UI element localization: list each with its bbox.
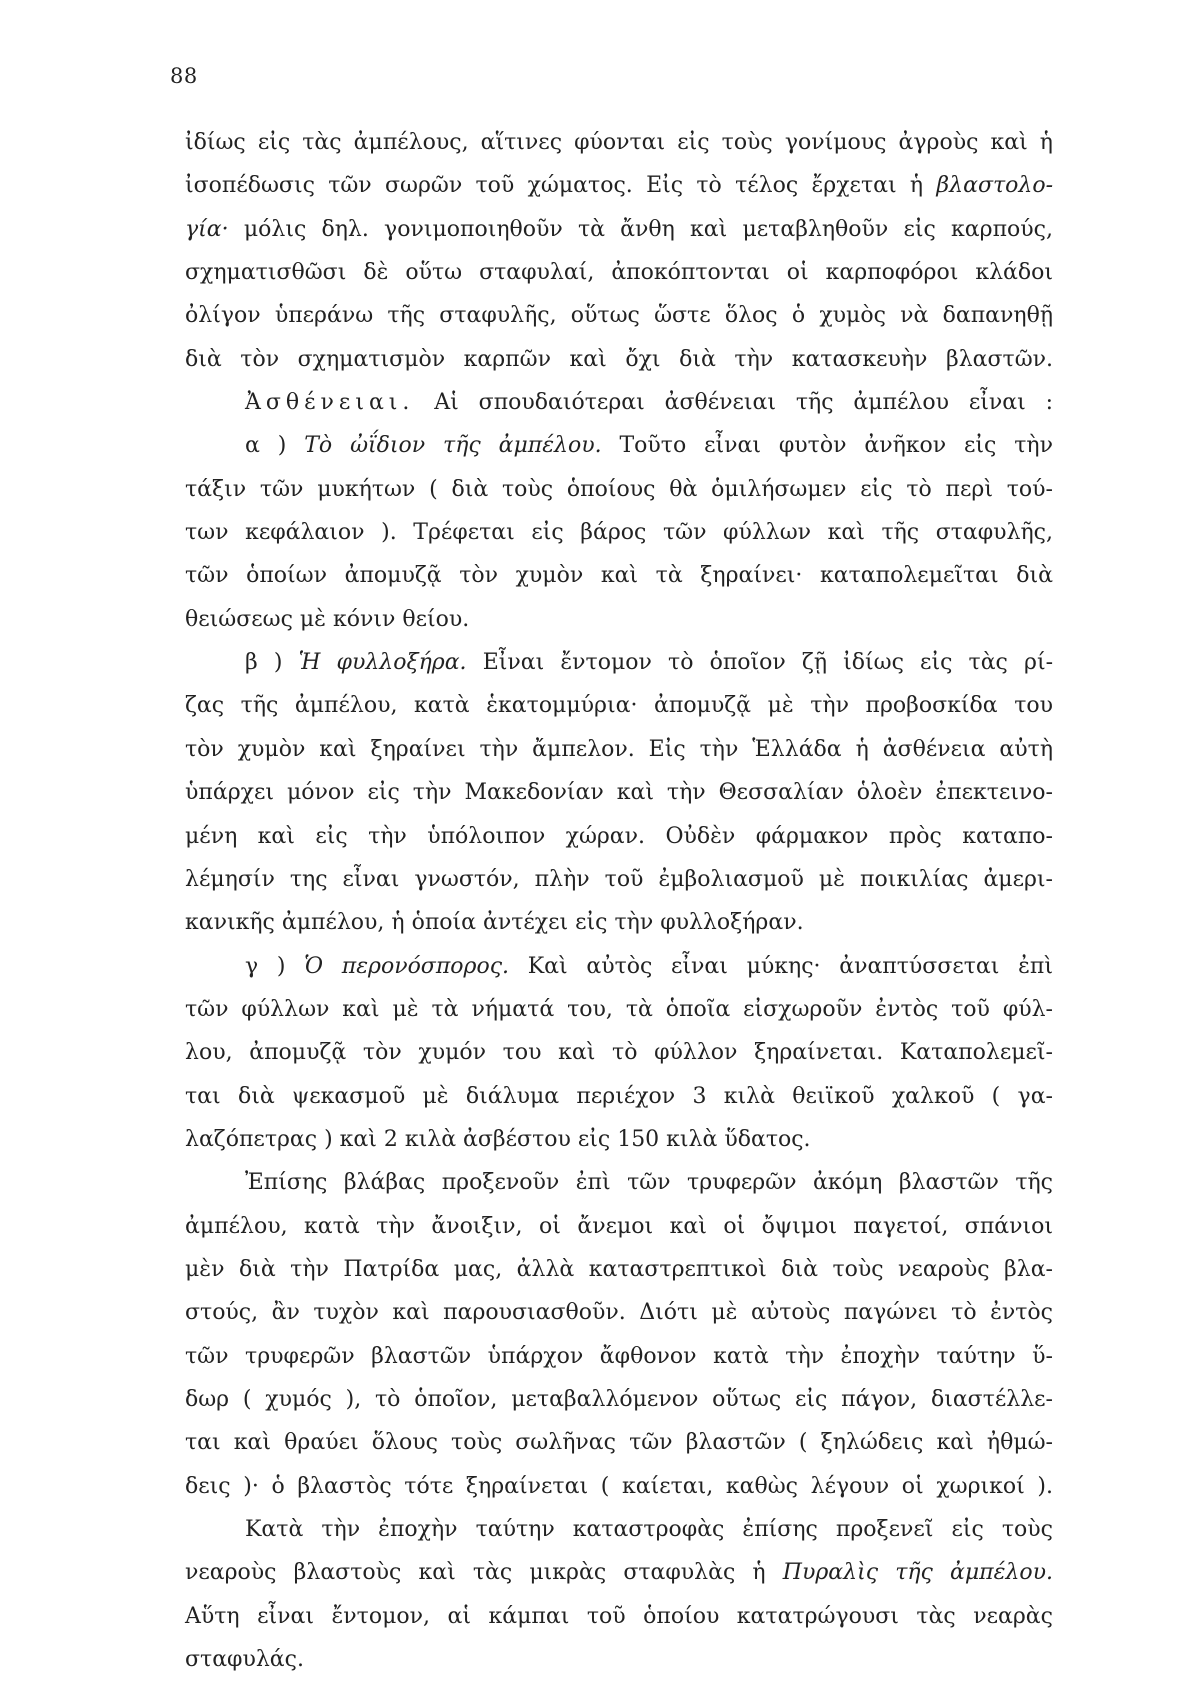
text-line: ἰσοπέδωσις τῶν σωρῶν τοῦ χώματος. Εἰς τὸ τέλος ἔρχεται ἡ βλαστολο- xyxy=(185,173,1053,199)
text-line: τῶν ὁποίων ἀπομυζᾷ τὸν χυμὸν καὶ τὰ ξηραίνει· καταπολεμεῖται διὰ xyxy=(185,563,1053,589)
text-line: στούς, ἂν τυχὸν καὶ παρουσιασθοῦν. Διότι μὲ αὐτοὺς παγώνει τὸ ἐντὸς xyxy=(185,1300,1053,1326)
text-line: μένη καὶ εἰς τὴν ὑπόλοιπον χώραν. Οὐδὲν φάρμακον πρὸς καταπο- xyxy=(185,823,1053,849)
text-line: δωρ ( χυμός ), τὸ ὁποῖον, μεταβαλλόμενον οὕτως εἰς πάγον, διαστέλλε- xyxy=(185,1386,1053,1412)
text-line: δεις )· ὁ βλαστὸς τότε ξηραίνεται ( καίεται, καθὼς λέγουν οἱ χωρικοί ). xyxy=(185,1473,1053,1499)
page-body xyxy=(185,121,1053,1681)
text-line: ται διὰ ψεκασμοῦ μὲ διάλυμα περιέχον 3 κιλὰ θειϊκοῦ χαλκοῦ ( γα- xyxy=(185,1083,1053,1109)
text-line: διὰ τὸν σχηματισμὸν καρπῶν καὶ ὄχι διὰ τὴν κατασκευὴν βλαστῶν. xyxy=(185,346,1053,372)
paragraph-start: Ἐπίσης βλάβας προξενοῦν ἐπὶ τῶν τρυφερῶν ἀκόμη βλαστῶν τῆς xyxy=(245,1170,1053,1196)
text-line: νεαροὺς βλαστοὺς καὶ τὰς μικρὰς σταφυλὰς ἡ Πυραλὶς τῆς ἀμπέλου. xyxy=(185,1560,1054,1586)
italic-term: Τὸ ὠΐδιον τῆς ἀμπέλου. xyxy=(304,433,602,459)
list-label: α ) xyxy=(245,433,287,459)
text-line: λαζόπετρας ) καὶ 2 κιλὰ ἀσβέστου εἰς 150 κιλὰ ὕδατος. xyxy=(185,1126,811,1152)
text-line: σχηματισθῶσι δὲ οὕτω σταφυλαί, ἀποκόπτονται οἱ καρποφόροι κλάδοι xyxy=(185,260,1053,286)
text-line: τῶν φύλλων καὶ μὲ τὰ νήματά του, τὰ ὁποῖα εἰσχωροῦν ἐντὸς τοῦ φύλ- xyxy=(185,996,1053,1022)
list-item-alpha: α ) Τὸ ὠΐδιον τῆς ἀμπέλου. Τοῦτο εἶναι φυτὸν ἀνῆκον εἰς τὴν xyxy=(245,433,1053,459)
text-line: ἰδίως εἰς τὰς ἀμπέλους, αἵτινες φύονται εἰς τοὺς γονίμους ἀγροὺς καὶ ἡ xyxy=(185,130,1053,155)
text-line: των κεφάλαιον ). Τρέφεται εἰς βάρος τῶν φύλλων καὶ τῆς σταφυλῆς, xyxy=(185,520,1053,546)
text-line: σταφυλάς. xyxy=(185,1647,304,1673)
text-line: τάξιν τῶν μυκήτων ( διὰ τοὺς ὁποίους θὰ ὁμιλήσωμεν εἰς τὸ περὶ τού- xyxy=(185,476,1053,502)
text-line: τὸν χυμὸν καὶ ξηραίνει τὴν ἄμπελον. Εἰς τὴν Ἑλλάδα ἡ ἀσθένεια αὐτὴ xyxy=(185,736,1053,762)
page-number: 88 xyxy=(170,64,198,88)
text-line: ὀλίγον ὑπεράνω τῆς σταφυλῆς, οὕτως ὥστε ὅλος ὁ χυμὸς νὰ δαπανηθῇ xyxy=(185,303,1053,329)
section-heading: Ἀσθένειαι. xyxy=(245,390,415,416)
text-line: ται καὶ θραύει ὅλους τοὺς σωλῆνας τῶν βλαστῶν ( ξηλώδεις καὶ ἠθμώ- xyxy=(185,1430,1053,1456)
text-line: ὑπάρχει μόνον εἰς τὴν Μακεδονίαν καὶ τὴν Θεσσαλίαν ὁλοὲν ἐπεκτεινο- xyxy=(185,780,1053,806)
list-label: γ ) xyxy=(245,953,286,979)
text-line: τῶν τρυφερῶν βλαστῶν ὑπάρχον ἄφθονον κατὰ τὴν ἐποχὴν ταύτην ὕ- xyxy=(185,1343,1053,1369)
paragraph-start: Κατὰ τὴν ἐποχὴν ταύτην καταστροφὰς ἐπίσης προξενεῖ εἰς τοὺς xyxy=(245,1517,1053,1542)
list-label: β ) xyxy=(245,650,283,676)
text-line: γία· μόλις δηλ. γονιμοποιηθοῦν τὰ ἄνθη καὶ μεταβληθοῦν εἰς καρπούς, xyxy=(185,216,1053,242)
text-line: μὲν διὰ τὴν Πατρίδα μας, ἀλλὰ καταστρεπτικοὶ διὰ τοὺς νεαροὺς βλα- xyxy=(185,1256,1053,1282)
text-line: κανικῆς ἀμπέλου, ἡ ὁποία ἀντέχει εἰς τὴν φυλλοξήραν. xyxy=(185,910,804,936)
italic-term: Πυραλὶς τῆς ἀμπέλου. xyxy=(782,1560,1054,1586)
italic-term: γία· xyxy=(185,216,229,242)
text-line: λου, ἀπομυζᾷ τὸν χυμόν του καὶ τὸ φύλλον ξηραίνεται. Καταπολεμεῖ- xyxy=(185,1040,1053,1066)
list-item-beta: β ) Ἡ φυλλοξήρα. Εἶναι ἔντομον τὸ ὁποῖον ζῇ ἰδίως εἰς τὰς ρί- xyxy=(245,650,1054,676)
text-line: λέμησίν της εἶναι γνωστόν, πλὴν τοῦ ἐμβολιασμοῦ μὲ ποικιλίας ἀμερι- xyxy=(185,866,1053,892)
text-line: ἀμπέλου, κατὰ τὴν ἄνοιξιν, οἱ ἄνεμοι καὶ οἱ ὄψιμοι παγετοί, σπάνιοι xyxy=(185,1213,1053,1239)
list-item-gamma: γ ) Ὁ περονόσπορος. Καὶ αὐτὸς εἶναι μύκης· ἀναπτύσσεται ἐπὶ xyxy=(245,953,1053,979)
italic-term: βλαστολο- xyxy=(936,173,1053,199)
italic-term: Ὁ περονόσπορος. xyxy=(304,953,510,979)
text-line: ζας τῆς ἀμπέλου, κατὰ ἑκατομμύρια· ἀπομυζᾷ μὲ τὴν προβοσκίδα του xyxy=(185,693,1053,719)
text-line: Αὕτη εἶναι ἔντομον, αἱ κάμπαι τοῦ ὁποίου κατατρώγουσι τὰς νεαρὰς xyxy=(185,1603,1053,1629)
text-line: θειώσεως μὲ κόνιν θείου. xyxy=(185,606,470,632)
italic-term: Ἡ φυλλοξήρα. xyxy=(298,650,467,676)
section-heading-line: Ἀσθένειαι. Αἱ σπουδαιότεραι ἀσθένειαι τῆς ἀμπέλου εἶναι : xyxy=(245,390,1053,416)
